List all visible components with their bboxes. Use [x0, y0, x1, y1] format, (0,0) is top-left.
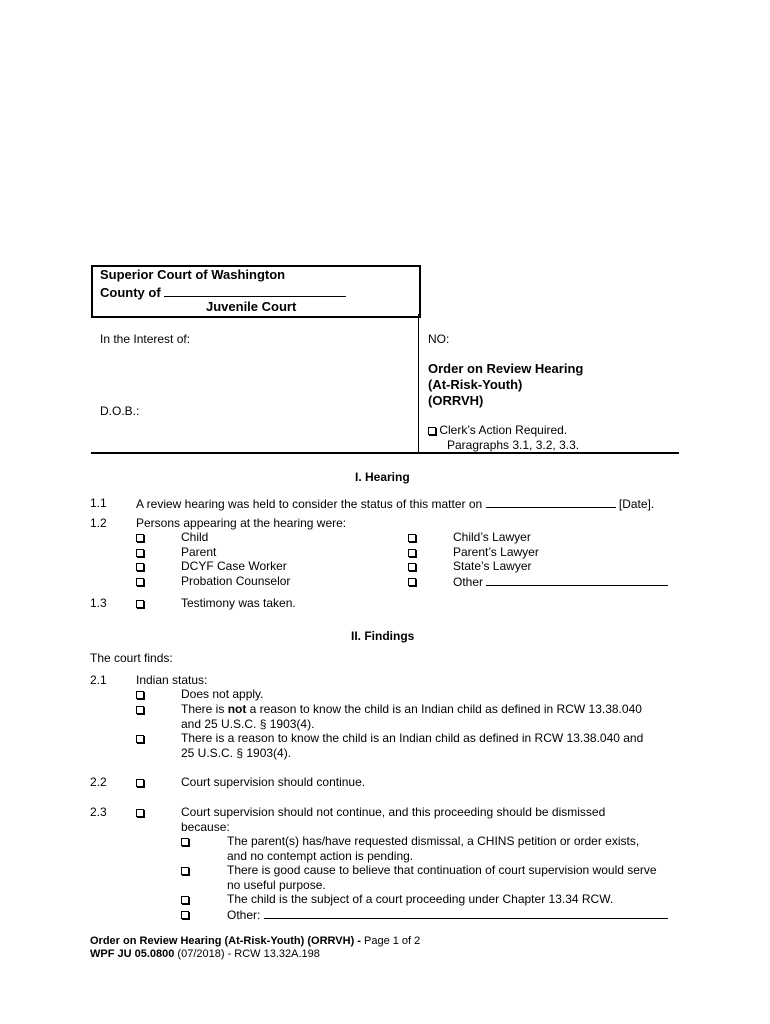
checkbox-icon[interactable] — [136, 809, 144, 817]
option-label: Parent — [181, 545, 217, 559]
checkbox-icon[interactable] — [408, 578, 416, 586]
checkbox-icon[interactable] — [181, 911, 189, 919]
checkbox-other[interactable] — [408, 574, 416, 588]
para-number: 1.1 — [90, 496, 107, 510]
para-1-3: Testimony was taken. — [181, 596, 296, 610]
checkbox-chapter-1334[interactable] — [181, 892, 189, 906]
para-1-1: A review hearing was held to consider the status of this matter on [Date]. — [136, 497, 655, 511]
checkbox-dcyf[interactable] — [136, 559, 144, 573]
option-label: DCYF Case Worker — [181, 559, 287, 573]
clerk-action-line1: Clerk’s Action Required. — [428, 423, 567, 437]
checkbox-dismiss[interactable] — [136, 805, 144, 819]
caption-divider-vertical — [418, 314, 419, 454]
case-number-label: NO: — [428, 332, 450, 346]
footer-line2: WPF JU 05.0800 (07/2018) - RCW 13.32A.198 — [90, 948, 320, 960]
checkbox-icon[interactable] — [136, 563, 144, 571]
option-no-reason-line2: and 25 U.S.C. § 1903(4). — [181, 717, 315, 731]
option-label: State’s Lawyer — [453, 559, 532, 573]
option-no-reason-line1: There is not a reason to know the child is an Indian child as defined in RCW 13.38.040 — [181, 702, 642, 716]
sub-option-other: Other: — [227, 907, 668, 922]
checkbox-continue[interactable] — [136, 775, 144, 789]
county-line — [100, 284, 346, 300]
caption-divider-horizontal — [91, 452, 679, 454]
document-title-line3: (ORRVH) — [428, 393, 484, 408]
document-title-line2: (At-Risk-Youth) — [428, 377, 523, 392]
option-reason-line2: 25 U.S.C. § 1903(4). — [181, 746, 292, 760]
checkbox-icon[interactable] — [408, 563, 416, 571]
checkbox-icon[interactable] — [181, 867, 189, 875]
dob-label: D.O.B.: — [100, 404, 140, 418]
court-division: Juvenile Court — [206, 299, 297, 314]
para-number: 2.3 — [90, 805, 107, 819]
option-label: Child — [181, 530, 209, 544]
county-field[interactable] — [164, 284, 346, 297]
checkbox-icon[interactable] — [428, 427, 436, 435]
sub-option-1-line1: The parent(s) has/have requested dismissal, a CHINS petition or order exists, — [227, 834, 640, 848]
checkbox-parents-lawyer[interactable] — [408, 545, 416, 559]
checkbox-parent[interactable] — [136, 545, 144, 559]
other-persons-field[interactable] — [486, 574, 668, 586]
checkbox-reason[interactable] — [136, 731, 144, 745]
checkbox-states-lawyer[interactable] — [408, 559, 416, 573]
sub-option-1-line2: and no contempt action is pending. — [227, 849, 414, 863]
checkbox-icon[interactable] — [136, 534, 144, 542]
checkbox-good-cause[interactable] — [181, 863, 189, 877]
document-title-line1: Order on Review Hearing — [428, 361, 584, 376]
checkbox-icon[interactable] — [136, 578, 144, 586]
checkbox-no-reason[interactable] — [136, 702, 144, 716]
sub-option-3: The child is the subject of a court proceeding under Chapter 13.34 RCW. — [227, 892, 614, 906]
option-label: Child’s Lawyer — [453, 530, 531, 544]
checkbox-parent-request[interactable] — [181, 834, 189, 848]
para-number: 2.1 — [90, 673, 107, 687]
option-label: Probation Counselor — [181, 574, 291, 588]
option-label: Parent’s Lawyer — [453, 545, 539, 559]
section-heading-hearing: I. Hearing — [355, 470, 410, 484]
checkbox-icon[interactable] — [408, 549, 416, 557]
checkbox-icon[interactable] — [136, 706, 144, 714]
para-1-2: Persons appearing at the hearing were: — [136, 516, 347, 530]
checkbox-icon[interactable] — [181, 896, 189, 904]
para-number: 2.2 — [90, 775, 107, 789]
findings-intro: The court finds: — [90, 651, 173, 665]
checkbox-probation[interactable] — [136, 574, 144, 588]
hearing-date-field[interactable] — [486, 496, 616, 508]
sub-option-2-line1: There is good cause to believe that continuation of court supervision would serve — [227, 863, 657, 877]
para-2-1: Indian status: — [136, 673, 208, 687]
court-name: Superior Court of Washington — [100, 267, 286, 282]
interest-label: In the Interest of: — [100, 332, 191, 346]
clerk-action-line2: Paragraphs 3.1, 3.2, 3.3. — [447, 438, 580, 452]
footer-line1: Order on Review Hearing (At-Risk-Youth) (ORRVH) - Page 1 of 2 — [90, 935, 421, 947]
checkbox-icon[interactable] — [408, 534, 416, 542]
para-2-3-line2: because: — [181, 820, 230, 834]
county-label: County of — [100, 285, 161, 300]
checkbox-icon[interactable] — [136, 600, 144, 608]
para-2-2: Court supervision should continue. — [181, 775, 366, 789]
checkbox-child[interactable] — [136, 530, 144, 544]
checkbox-testimony[interactable] — [136, 596, 144, 610]
option-label: Does not apply. — [181, 687, 264, 701]
checkbox-childs-lawyer[interactable] — [408, 530, 416, 544]
section-heading-findings: II. Findings — [351, 629, 415, 643]
checkbox-icon[interactable] — [136, 779, 144, 787]
checkbox-icon[interactable] — [181, 838, 189, 846]
checkbox-icon[interactable] — [136, 735, 144, 743]
para-number: 1.3 — [90, 596, 107, 610]
checkbox-not-apply[interactable] — [136, 687, 144, 701]
sub-option-2-line2: no useful purpose. — [227, 878, 326, 892]
para-number: 1.2 — [90, 516, 107, 530]
checkbox-other-reason[interactable] — [181, 907, 189, 921]
checkbox-icon[interactable] — [136, 691, 144, 699]
other-reason-field[interactable] — [264, 907, 668, 919]
option-other: Other — [453, 574, 668, 589]
option-reason-line1: There is a reason to know the child is an Indian child as defined in RCW 13.38.040 and — [181, 731, 644, 745]
para-2-3-line1: Court supervision should not continue, and this proceeding should be dismissed — [181, 805, 606, 819]
checkbox-icon[interactable] — [136, 549, 144, 557]
